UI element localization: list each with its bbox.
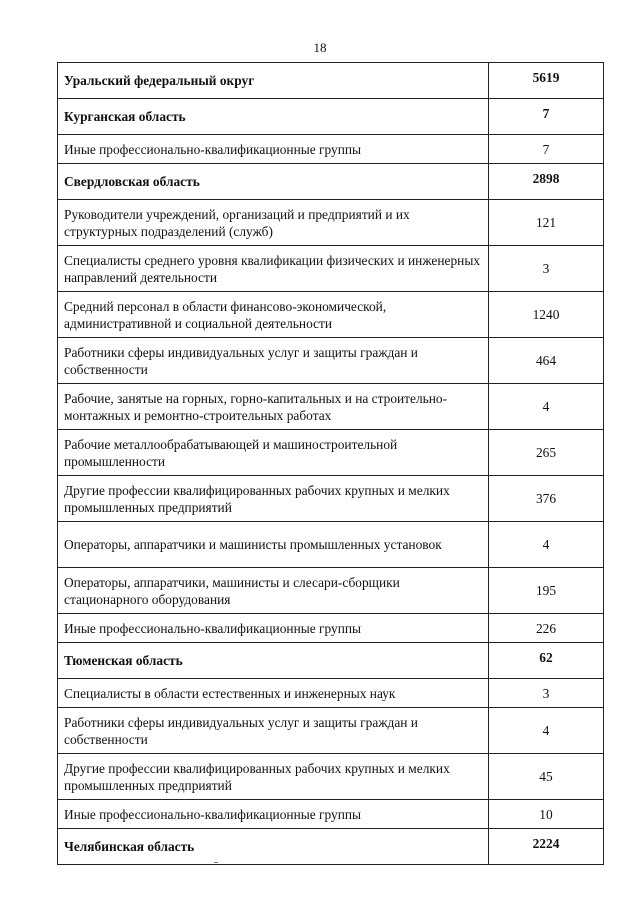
row-value: 4 [489, 522, 604, 568]
row-value: 464 [489, 338, 604, 384]
table-row [58, 754, 604, 800]
row-label: Иные профессионально-квалификационные группы [58, 614, 489, 643]
row-value: 3 [489, 246, 604, 292]
row-value: 265 [489, 430, 604, 476]
row-label: Другие профессии квалифицированных рабочих крупных и мелких промышленных предприятий [58, 476, 489, 522]
row-value: 1240 [489, 292, 604, 338]
statistics-table [57, 62, 604, 865]
table-row [58, 829, 604, 865]
row-value: 7 [489, 135, 604, 164]
row-value: 7 [489, 99, 604, 135]
row-label: Операторы, аппаратчики и машинисты промышленных установок [58, 522, 489, 568]
table-row [58, 476, 604, 522]
row-value: 2898 [489, 164, 604, 200]
row-label: Уральский федеральный округ [58, 63, 489, 99]
row-label: Другие профессии квалифицированных рабочих крупных и мелких промышленных предприятий [58, 754, 489, 800]
table-row [58, 568, 604, 614]
row-value: 376 [489, 476, 604, 522]
row-label: Специалисты среднего уровня квалификации физических и инженерных направлений деятельности [58, 246, 489, 292]
row-label: Тюменская область [58, 643, 489, 679]
table-row [58, 292, 604, 338]
page-number: 18 [313, 40, 327, 55]
row-value: 5619 [489, 63, 604, 99]
scan-mark [214, 862, 218, 863]
row-value: 4 [489, 708, 604, 754]
row-label: Работники сферы индивидуальных услуг и защиты граждан и собственности [58, 708, 489, 754]
row-value: 195 [489, 568, 604, 614]
table-row [58, 614, 604, 643]
row-label: Челябинская область [58, 829, 489, 865]
row-value: 4 [489, 384, 604, 430]
row-value: 226 [489, 614, 604, 643]
table-row [58, 800, 604, 829]
table-row [58, 99, 604, 135]
row-value: 121 [489, 200, 604, 246]
table-row [58, 384, 604, 430]
table-row [58, 643, 604, 679]
table-row [58, 63, 604, 99]
row-label: Рабочие, занятые на горных, горно-капитальных и на строительно-монтажных и ремонтно-строительных работах [58, 384, 489, 430]
table-row [58, 679, 604, 708]
table-row [58, 430, 604, 476]
table-row [58, 200, 604, 246]
row-label: Операторы, аппаратчики, машинисты и слесари-сборщики стационарного оборудования [58, 568, 489, 614]
table-row [58, 338, 604, 384]
table-row [58, 522, 604, 568]
row-value: 10 [489, 800, 604, 829]
row-label: Иные профессионально-квалификационные группы [58, 135, 489, 164]
row-value: 2224 [489, 829, 604, 865]
row-label: Руководители учреждений, организаций и предприятий и их структурных подразделений (служб) [58, 200, 489, 246]
row-label: Иные профессионально-квалификационные группы [58, 800, 489, 829]
row-label: Работники сферы индивидуальных услуг и защиты граждан и собственности [58, 338, 489, 384]
row-label: Специалисты в области естественных и инженерных наук [58, 679, 489, 708]
table-row [58, 164, 604, 200]
row-value: 3 [489, 679, 604, 708]
row-label: Курганская область [58, 99, 489, 135]
row-label: Рабочие металлообрабатывающей и машиностроительной промышленности [58, 430, 489, 476]
row-label: Средний персонал в области финансово-экономической, административной и социальной деятельности [58, 292, 489, 338]
table-row [58, 708, 604, 754]
row-label: Свердловская область [58, 164, 489, 200]
row-value: 62 [489, 643, 604, 679]
row-value: 45 [489, 754, 604, 800]
table-row [58, 246, 604, 292]
table-row [58, 135, 604, 164]
